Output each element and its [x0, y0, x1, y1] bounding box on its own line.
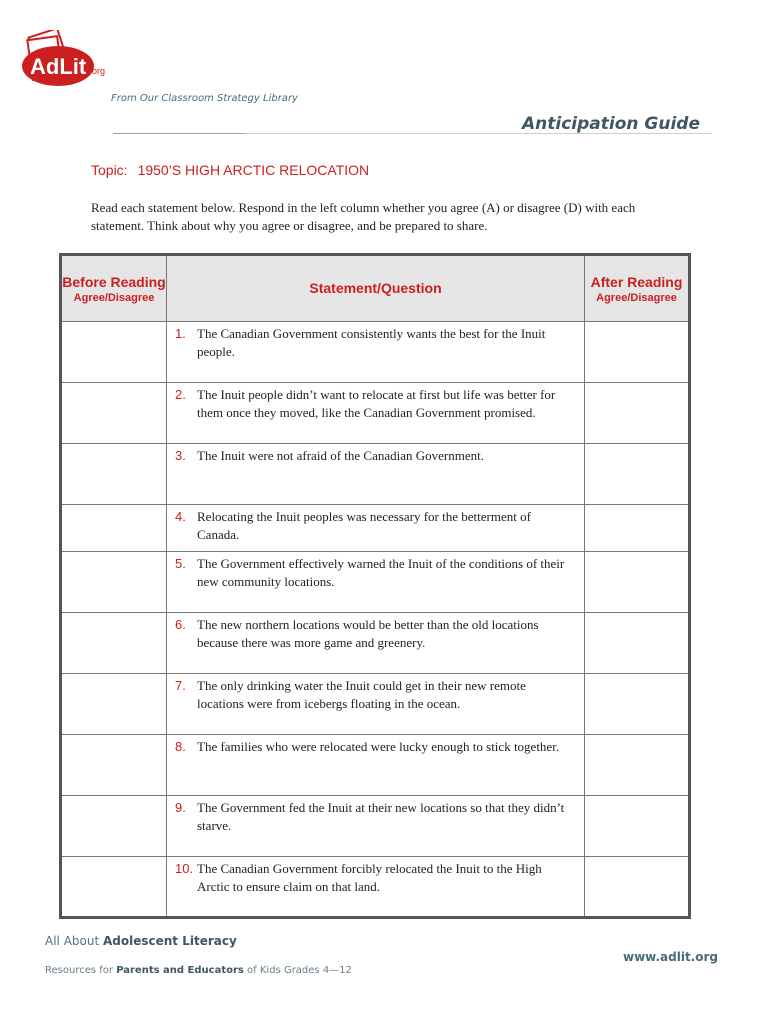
statement-text: The new northern locations would be better than the old locations because there was more game and greenery. — [197, 617, 539, 650]
logo-suffix: org — [92, 66, 106, 76]
statement-header — [167, 255, 585, 322]
logo-text: AdLit — [30, 54, 87, 79]
table-row — [61, 383, 690, 444]
after-agree-disagree-label: Agree/Disagree — [596, 291, 677, 304]
statement-number: 2. — [175, 387, 186, 402]
before-answer-cell[interactable] — [61, 796, 167, 857]
after-answer-cell[interactable] — [585, 735, 690, 796]
page-title: Anticipation Guide — [522, 114, 700, 134]
after-reading-label: After Reading — [590, 273, 683, 290]
statement-text: Relocating the Inuit peoples was necessary for the betterment of Canada. — [197, 509, 531, 542]
footer-url-link[interactable]: www.adlit.org — [622, 950, 718, 964]
after-answer-cell[interactable] — [585, 383, 690, 444]
after-answer-cell[interactable] — [585, 322, 690, 383]
table-row — [61, 796, 690, 857]
before-answer-cell[interactable] — [61, 505, 167, 552]
before-answer-cell[interactable] — [61, 857, 167, 918]
header-rule-dark — [113, 133, 245, 134]
after-answer-cell[interactable] — [585, 613, 690, 674]
statement-text: The families who were relocated were lucky enough to stick together. — [197, 739, 560, 754]
statement-number: 5. — [175, 556, 186, 571]
adlit-logo — [20, 30, 112, 94]
topic-line — [91, 162, 369, 178]
statement-text: The Canadian Government consistently wants the best for the Inuit people. — [197, 326, 546, 359]
after-answer-cell[interactable] — [585, 505, 690, 552]
footer-resources — [45, 965, 352, 976]
before-reading-label: Before Reading — [62, 273, 166, 290]
table-row — [61, 613, 690, 674]
statement-number: 1. — [175, 326, 186, 341]
after-reading-header — [585, 255, 690, 322]
after-answer-cell[interactable] — [585, 857, 690, 918]
before-answer-cell[interactable] — [61, 613, 167, 674]
statement-cell — [167, 674, 585, 735]
before-answer-cell[interactable] — [61, 383, 167, 444]
statement-number: 10. — [175, 861, 194, 876]
footer-res-suffix: of Kids Grades 4—12 — [243, 965, 352, 976]
topic-value: 1950’S HIGH ARCTIC RELOCATION — [137, 162, 370, 178]
statement-number: 3. — [175, 448, 186, 463]
table-row — [61, 444, 690, 505]
before-agree-disagree-label: Agree/Disagree — [73, 291, 155, 304]
statement-cell — [167, 857, 585, 918]
statement-cell — [167, 322, 585, 383]
statement-text: The Inuit people didn’t want to relocate at first but life was better for them once they moved, like the Canadian Government promised. — [197, 387, 556, 420]
topic-label: Topic: — [91, 162, 128, 178]
after-answer-cell[interactable] — [585, 674, 690, 735]
table-row — [61, 552, 690, 613]
footer-res-prefix: Resources for — [45, 965, 117, 976]
footer-brand-bold: Adolescent Literacy — [102, 934, 237, 948]
statement-cell — [167, 444, 585, 505]
after-answer-cell[interactable] — [585, 796, 690, 857]
statement-number: 4. — [175, 509, 186, 524]
before-answer-cell[interactable] — [61, 735, 167, 796]
statement-number: 9. — [175, 800, 186, 815]
instructions: Read each statement below. Respond in the left column whether you agree (A) or disagree (D) with each statement. Think about why you agree or disagree, and be prepared to share. — [91, 200, 636, 233]
statement-number: 8. — [175, 739, 186, 754]
statement-cell — [167, 735, 585, 796]
after-answer-cell[interactable] — [585, 444, 690, 505]
statement-number: 6. — [175, 617, 186, 632]
before-answer-cell[interactable] — [61, 552, 167, 613]
table-row — [61, 322, 690, 383]
footer-brand-prefix: All About — [45, 934, 103, 948]
footer-brand — [45, 934, 237, 948]
statement-cell — [167, 505, 585, 552]
table-header-row — [61, 255, 690, 322]
table-row — [61, 735, 690, 796]
before-answer-cell[interactable] — [61, 322, 167, 383]
table-row — [61, 505, 690, 552]
statement-text: The Government fed the Inuit at their new locations so that they didn’t starve. — [197, 800, 565, 833]
statement-text: The Canadian Government forcibly relocated the Inuit to the High Arctic to ensure claim on that land. — [197, 861, 542, 894]
statement-text: The only drinking water the Inuit could get in their new remote locations were from icebergs floating in the ocean. — [197, 678, 526, 711]
statement-text: The Government effectively warned the Inuit of the conditions of their new community locations. — [197, 556, 565, 589]
tagline: From Our Classroom Strategy Library — [111, 93, 298, 104]
anticipation-table — [59, 253, 691, 919]
statement-cell — [167, 552, 585, 613]
after-answer-cell[interactable] — [585, 552, 690, 613]
table-row — [61, 857, 690, 918]
before-reading-header — [61, 255, 167, 322]
statement-cell — [167, 613, 585, 674]
before-answer-cell[interactable] — [61, 444, 167, 505]
statement-cell — [167, 383, 585, 444]
footer-res-bold: Parents and Educators — [116, 965, 244, 976]
statement-text: The Inuit were not afraid of the Canadian Government. — [197, 448, 484, 463]
before-answer-cell[interactable] — [61, 674, 167, 735]
table-row — [61, 674, 690, 735]
statement-number: 7. — [175, 678, 186, 693]
statement-cell — [167, 796, 585, 857]
statement-header-label: Statement/Question — [309, 279, 442, 296]
